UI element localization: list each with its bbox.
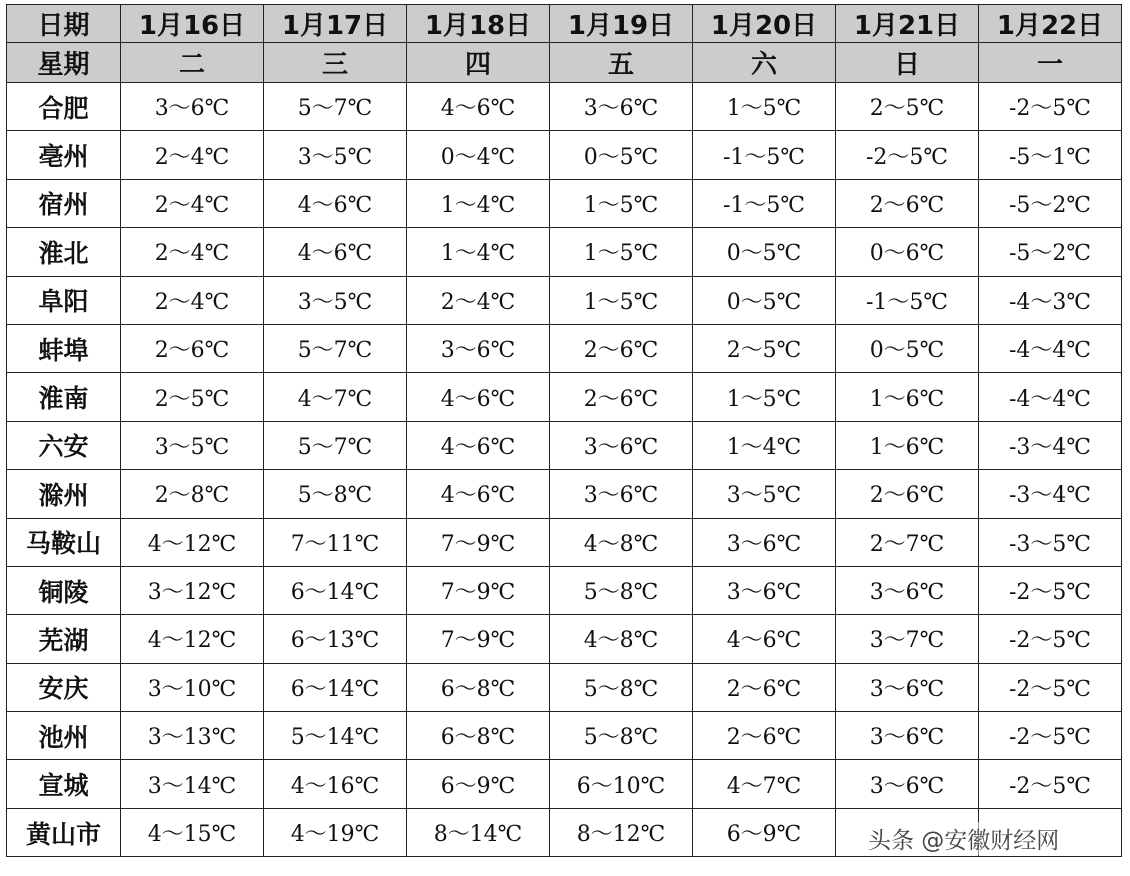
- weekday-cell: 三: [264, 43, 407, 83]
- temperature-cell: 2～4℃: [121, 228, 264, 276]
- temperature-cell: 1～5℃: [550, 276, 693, 324]
- temperature-cell: 1～5℃: [550, 228, 693, 276]
- temperature-cell: 3～6℃: [121, 83, 264, 131]
- temperature-cell: 4～6℃: [264, 228, 407, 276]
- table-row: [7, 276, 1122, 324]
- city-name: 阜阳: [7, 276, 121, 324]
- weekday-cell: 日: [836, 43, 979, 83]
- temperature-cell: 0～6℃: [836, 228, 979, 276]
- temperature-cell: 3～6℃: [407, 324, 550, 372]
- temperature-cell: 1～6℃: [836, 421, 979, 469]
- temperature-cell: -2～5℃: [979, 760, 1122, 808]
- temperature-cell: 0～5℃: [550, 131, 693, 179]
- temperature-cell: 6～8℃: [407, 663, 550, 711]
- temperature-cell: -5～2℃: [979, 179, 1122, 227]
- temperature-cell: 2～5℃: [836, 83, 979, 131]
- temperature-cell: 2～4℃: [407, 276, 550, 324]
- table-row: [7, 179, 1122, 227]
- temperature-cell: -2～5℃: [979, 712, 1122, 760]
- temperature-cell: -1～5℃: [693, 131, 836, 179]
- temperature-cell: 4～7℃: [693, 760, 836, 808]
- temperature-cell: 2～6℃: [550, 373, 693, 421]
- weekday-cell: 四: [407, 43, 550, 83]
- city-name: 亳州: [7, 131, 121, 179]
- temperature-cell: 3～7℃: [836, 615, 979, 663]
- city-name: 淮北: [7, 228, 121, 276]
- temperature-cell: 7～11℃: [264, 518, 407, 566]
- temperature-cell: 4～12℃: [121, 518, 264, 566]
- temperature-cell: 3～14℃: [121, 760, 264, 808]
- temperature-cell: 7～9℃: [407, 615, 550, 663]
- temperature-cell: 3～6℃: [550, 470, 693, 518]
- date-cell: 1月17日: [264, 5, 407, 43]
- temperature-cell: 5～14℃: [264, 712, 407, 760]
- temperature-cell: 2～5℃: [693, 324, 836, 372]
- temperature-cell: 5～7℃: [264, 83, 407, 131]
- temperature-cell: 2～8℃: [121, 470, 264, 518]
- temperature-cell: 2～6℃: [836, 179, 979, 227]
- temperature-cell: -2～5℃: [836, 131, 979, 179]
- temperature-cell: 3～6℃: [693, 518, 836, 566]
- temperature-cell: 2～4℃: [121, 179, 264, 227]
- temperature-cell: 1～4℃: [407, 228, 550, 276]
- temperature-cell: 3～10℃: [121, 663, 264, 711]
- city-name: 六安: [7, 421, 121, 469]
- temperature-cell: 1～5℃: [550, 179, 693, 227]
- temperature-cell: 4～8℃: [550, 615, 693, 663]
- weekday-header-label: 星期: [7, 43, 121, 83]
- city-name: 安庆: [7, 663, 121, 711]
- city-name: 合肥: [7, 83, 121, 131]
- city-name: 滁州: [7, 470, 121, 518]
- temperature-cell: 3～5℃: [264, 276, 407, 324]
- temperature-cell: 6～9℃: [407, 760, 550, 808]
- city-name: 芜湖: [7, 615, 121, 663]
- temperature-cell: 7～9℃: [407, 518, 550, 566]
- temperature-cell: 4～6℃: [407, 83, 550, 131]
- temperature-cell: 6～8℃: [407, 712, 550, 760]
- temperature-cell: 4～6℃: [407, 470, 550, 518]
- city-name: 宿州: [7, 179, 121, 227]
- table-row: [7, 760, 1122, 808]
- temperature-cell: 5～8℃: [550, 712, 693, 760]
- temperature-cell: -4～4℃: [979, 324, 1122, 372]
- temperature-cell: 2～5℃: [121, 373, 264, 421]
- temperature-cell: 2～4℃: [121, 131, 264, 179]
- table-row: [7, 324, 1122, 372]
- city-name: 池州: [7, 712, 121, 760]
- temperature-cell: 6～14℃: [264, 566, 407, 614]
- temperature-cell: -4～3℃: [979, 276, 1122, 324]
- table-row: [7, 470, 1122, 518]
- temperature-cell: 8～14℃: [407, 808, 550, 856]
- temperature-cell: -4～4℃: [979, 373, 1122, 421]
- table-row: [7, 518, 1122, 566]
- temperature-cell: 4～15℃: [121, 808, 264, 856]
- city-name: 铜陵: [7, 566, 121, 614]
- temperature-cell: 3～5℃: [264, 131, 407, 179]
- temperature-cell: 2～6℃: [550, 324, 693, 372]
- date-cell: 1月16日: [121, 5, 264, 43]
- temperature-cell: 6～10℃: [550, 760, 693, 808]
- temperature-cell: 4～19℃: [264, 808, 407, 856]
- temperature-cell: -2～5℃: [979, 566, 1122, 614]
- temperature-cell: 4～8℃: [550, 518, 693, 566]
- temperature-cell: 6～9℃: [693, 808, 836, 856]
- weekday-cell: 六: [693, 43, 836, 83]
- temperature-cell: 4～6℃: [407, 421, 550, 469]
- temperature-cell: 3～13℃: [121, 712, 264, 760]
- temperature-cell: 8～12℃: [550, 808, 693, 856]
- temperature-cell: 5～8℃: [550, 566, 693, 614]
- temperature-cell: 1～5℃: [693, 83, 836, 131]
- temperature-cell: 6～14℃: [264, 663, 407, 711]
- temperature-cell: 2～4℃: [121, 276, 264, 324]
- temperature-cell: -2～5℃: [979, 615, 1122, 663]
- date-cell: 1月19日: [550, 5, 693, 43]
- temperature-cell: 5～7℃: [264, 324, 407, 372]
- city-name: 淮南: [7, 373, 121, 421]
- table-row: [7, 421, 1122, 469]
- temperature-cell: -3～4℃: [979, 421, 1122, 469]
- city-name: 宣城: [7, 760, 121, 808]
- temperature-cell: 0～5℃: [693, 276, 836, 324]
- temperature-cell: 5～7℃: [264, 421, 407, 469]
- temperature-cell: 5～8℃: [264, 470, 407, 518]
- temperature-cell: 2～6℃: [693, 663, 836, 711]
- table-row: [7, 228, 1122, 276]
- city-name: 马鞍山: [7, 518, 121, 566]
- temperature-cell: 3～5℃: [121, 421, 264, 469]
- temperature-cell: -2～5℃: [979, 83, 1122, 131]
- temperature-cell: 2～6℃: [693, 712, 836, 760]
- weekday-cell: 一: [979, 43, 1122, 83]
- table-body: [7, 83, 1122, 857]
- temperature-cell: 6～13℃: [264, 615, 407, 663]
- temperature-cell: -1～5℃: [836, 276, 979, 324]
- temperature-cell: 5～8℃: [550, 663, 693, 711]
- temperature-cell: 1～6℃: [836, 373, 979, 421]
- temperature-cell: 0～4℃: [407, 131, 550, 179]
- date-cell: 1月22日: [979, 5, 1122, 43]
- date-cell: 1月21日: [836, 5, 979, 43]
- weekday-cell: 二: [121, 43, 264, 83]
- temperature-cell: 0～5℃: [836, 324, 979, 372]
- temperature-cell: 4～6℃: [264, 179, 407, 227]
- table-row: [7, 373, 1122, 421]
- temperature-cell: -2～5℃: [979, 663, 1122, 711]
- temperature-cell: -3～5℃: [979, 518, 1122, 566]
- temperature-cell: 1～5℃: [693, 373, 836, 421]
- date-cell: 1月20日: [693, 5, 836, 43]
- temperature-cell: 2～6℃: [121, 324, 264, 372]
- table-row: [7, 83, 1122, 131]
- date-cell: 1月18日: [407, 5, 550, 43]
- temperature-cell: 1～4℃: [407, 179, 550, 227]
- date-header-label: 日期: [7, 5, 121, 43]
- temperature-cell: -3～4℃: [979, 470, 1122, 518]
- weekday-header-row: [7, 43, 1122, 83]
- table-row: [7, 712, 1122, 760]
- weekday-cell: 五: [550, 43, 693, 83]
- temperature-cell: 3～6℃: [693, 566, 836, 614]
- temperature-cell: 4～7℃: [264, 373, 407, 421]
- temperature-cell: 2～7℃: [836, 518, 979, 566]
- table-row: [7, 663, 1122, 711]
- weather-forecast-table: [6, 4, 1122, 857]
- watermark: 头条 @安徽财经网: [866, 822, 1061, 855]
- temperature-cell: 3～6℃: [836, 760, 979, 808]
- temperature-cell: -5～1℃: [979, 131, 1122, 179]
- temperature-cell: 4～12℃: [121, 615, 264, 663]
- city-name: 黄山市: [7, 808, 121, 856]
- temperature-cell: -1～5℃: [693, 179, 836, 227]
- temperature-cell: 3～5℃: [693, 470, 836, 518]
- temperature-cell: 3～6℃: [836, 712, 979, 760]
- temperature-cell: 3～6℃: [836, 566, 979, 614]
- table-row: [7, 566, 1122, 614]
- temperature-cell: 1～4℃: [693, 421, 836, 469]
- temperature-cell: 3～6℃: [550, 83, 693, 131]
- temperature-cell: 4～16℃: [264, 760, 407, 808]
- temperature-cell: -5～2℃: [979, 228, 1122, 276]
- temperature-cell: 4～6℃: [693, 615, 836, 663]
- temperature-cell: 3～12℃: [121, 566, 264, 614]
- temperature-cell: 4～6℃: [407, 373, 550, 421]
- city-name: 蚌埠: [7, 324, 121, 372]
- date-header-row: [7, 5, 1122, 43]
- table-row: [7, 615, 1122, 663]
- temperature-cell: 0～5℃: [693, 228, 836, 276]
- table-row: [7, 131, 1122, 179]
- temperature-cell: 2～6℃: [836, 470, 979, 518]
- temperature-cell: 3～6℃: [550, 421, 693, 469]
- temperature-cell: 7～9℃: [407, 566, 550, 614]
- temperature-cell: 3～6℃: [836, 663, 979, 711]
